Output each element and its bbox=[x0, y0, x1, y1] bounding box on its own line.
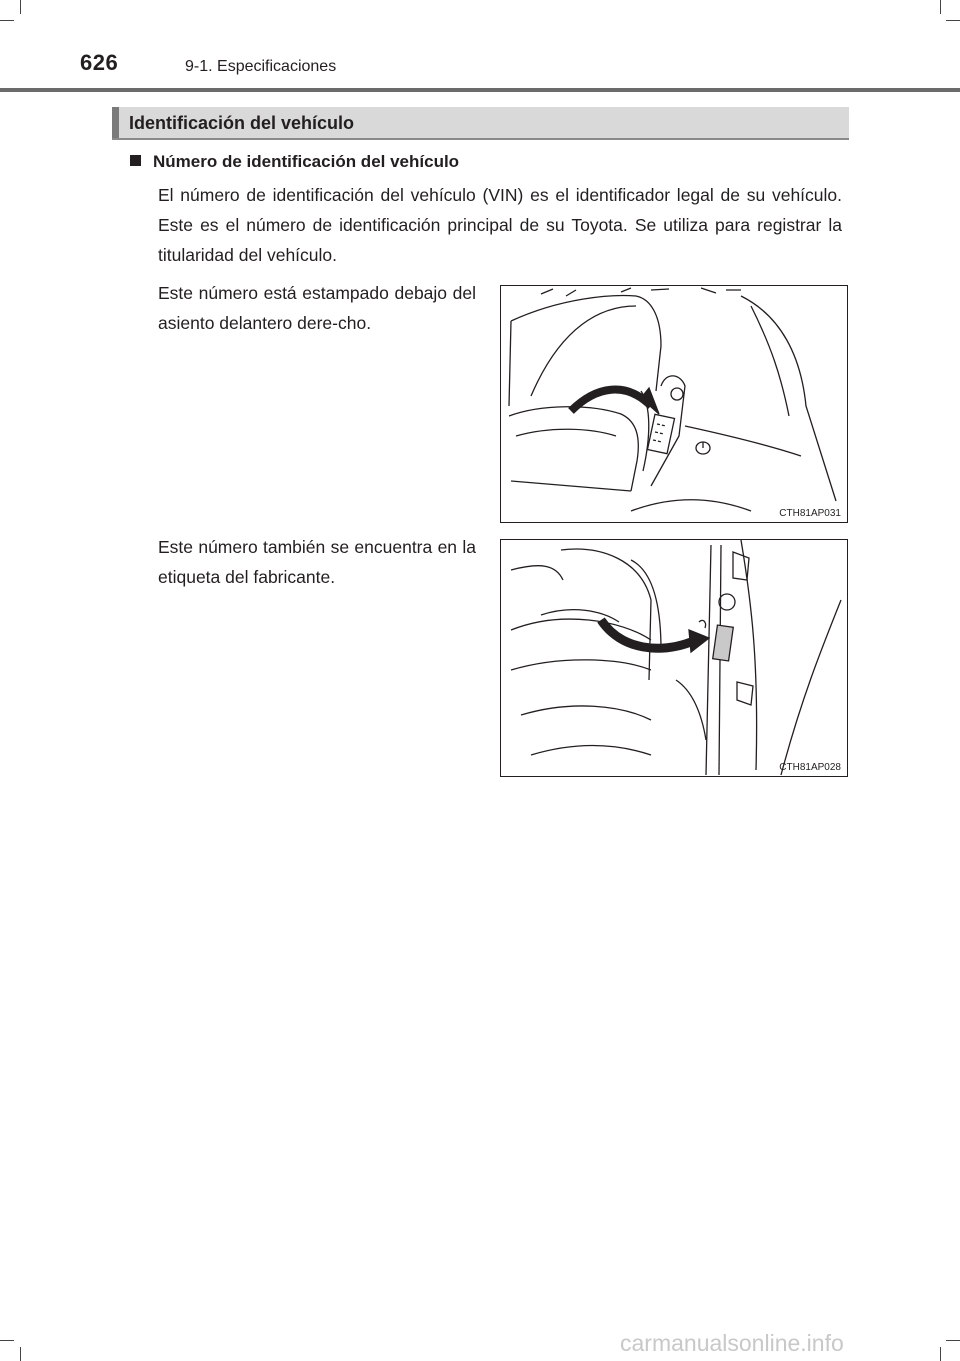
square-bullet-icon bbox=[130, 155, 141, 166]
figure-code: CTH81AP028 bbox=[779, 762, 841, 773]
watermark: carmanualsonline.info bbox=[620, 1330, 844, 1356]
section-bar-accent bbox=[112, 107, 119, 138]
figure-under-seat bbox=[500, 285, 848, 523]
crop-mark bbox=[0, 1340, 14, 1341]
location-paragraph-1: Este número está estampado debajo del asiento delantero dere-cho. bbox=[158, 283, 476, 333]
page-number: 626 bbox=[80, 50, 119, 75]
section-label: 9-1. Especificaciones bbox=[185, 58, 337, 75]
section-title: Identificación del vehículo bbox=[129, 113, 355, 133]
crop-mark bbox=[946, 1340, 960, 1341]
header-rule bbox=[0, 88, 960, 92]
location-paragraph-2: Este número también se encuentra en la etiqueta del fabricante. bbox=[158, 537, 476, 587]
seat-illustration bbox=[501, 286, 848, 523]
figure-code: CTH81AP031 bbox=[779, 508, 841, 519]
door-pillar-illustration bbox=[501, 540, 848, 777]
crop-mark bbox=[20, 0, 21, 14]
crop-mark bbox=[946, 20, 960, 21]
crop-mark bbox=[940, 0, 941, 14]
crop-mark bbox=[20, 1347, 21, 1361]
subheading bbox=[130, 152, 459, 172]
subheading-text: Número de identificación del vehículo bbox=[153, 152, 460, 171]
crop-mark bbox=[0, 20, 14, 21]
intro-paragraph: El número de identificación del vehículo (VIN) es el identificador legal de su vehículo. Este es el número de identificación principal de su Toyota. Se utiliza para registrar la titularidad del vehículo. bbox=[158, 185, 842, 265]
figure-manufacturer-label bbox=[500, 539, 848, 777]
section-title-bar bbox=[112, 107, 849, 140]
crop-mark bbox=[940, 1347, 941, 1361]
